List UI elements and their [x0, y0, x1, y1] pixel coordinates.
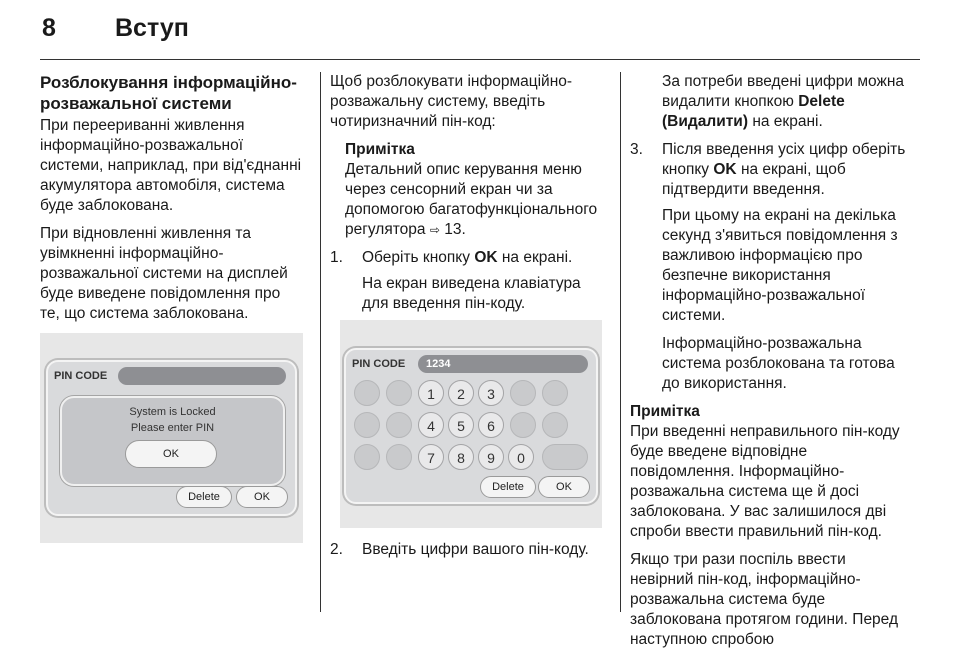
page-header [0, 0, 960, 62]
key-5[interactable]: 5 [448, 412, 474, 438]
keypad-blank-key [354, 380, 380, 406]
display-frame [344, 348, 598, 504]
ok-reference: OK [474, 249, 498, 266]
header-rule [40, 59, 920, 60]
page-ref-arrow-icon: ⇨ [429, 223, 440, 237]
dialog-ok-button[interactable]: OK [125, 440, 217, 468]
keypad-blank-key [510, 380, 536, 406]
page-title: Вступ [115, 14, 189, 42]
key-2[interactable]: 2 [448, 380, 474, 406]
step-text: Введіть цифри вашого пін-коду. [362, 541, 589, 558]
step-text-end: на екрані. [501, 249, 573, 266]
key-6[interactable]: 6 [478, 412, 504, 438]
keypad-screen-image [340, 320, 602, 528]
keypad-blank-key [542, 444, 588, 470]
locked-screen-image [40, 333, 303, 543]
note-paragraph-2: Якщо три рази поспіль ввести невірний пін-код, інформаційно-розважальна система буде заблокована протягом години. Перед наступною спробою [630, 551, 899, 648]
keypad-blank-key [542, 412, 568, 438]
page-ref[interactable]: 13. [444, 221, 466, 238]
column-1 [40, 72, 302, 332]
step-number: 3. [630, 141, 643, 158]
column-divider-1 [320, 72, 321, 612]
keypad-blank-key [386, 412, 412, 438]
delete-button[interactable]: Delete [480, 476, 536, 498]
column-divider-2 [620, 72, 621, 612]
key-8[interactable]: 8 [448, 444, 474, 470]
display-frame [46, 360, 297, 516]
delete-paragraph [630, 72, 910, 132]
step-2 [330, 540, 610, 560]
key-9[interactable]: 9 [478, 444, 504, 470]
keypad-blank-key [354, 444, 380, 470]
step-1-result: На екран виведена клавіатура для введення пін-коду. [362, 275, 581, 312]
paragraph-power-interrupt: При переериванні живлення інформаційно-розважальної системи, наприклад, при від'єднанні акумулятора автомобіля, система буде заблокована. [40, 117, 302, 214]
delete-text-end: на екрані. [752, 113, 823, 130]
step-1 [330, 248, 610, 268]
key-1[interactable]: 1 [418, 380, 444, 406]
keypad-blank-key [386, 380, 412, 406]
ok-button[interactable]: OK [236, 486, 288, 508]
step-text: Оберіть кнопку [362, 249, 470, 266]
enter-pin-message: Please enter PIN [130, 422, 215, 434]
pin-code-label: PIN CODE [54, 370, 108, 382]
keypad-blank-key [386, 444, 412, 470]
ok-reference: OK [713, 161, 737, 178]
delete-text: За потреби введені цифри можна видалити кнопкою [662, 73, 905, 110]
key-4[interactable]: 4 [418, 412, 444, 438]
key-7[interactable]: 7 [418, 444, 444, 470]
note-title: Примітка [630, 403, 700, 420]
delete-reference: Delete (Видалити) [662, 93, 845, 130]
note-block-1 [330, 140, 610, 240]
column-3 [630, 72, 910, 658]
pin-code-label: PIN CODE [352, 358, 406, 370]
keypad-blank-key [354, 412, 380, 438]
locked-dialog [60, 396, 285, 486]
column-2-bottom [330, 540, 610, 566]
ok-button[interactable]: OK [538, 476, 590, 498]
pin-code-field [118, 367, 286, 385]
column-2 [330, 72, 610, 322]
pin-code-field: 1234 [418, 355, 588, 373]
step-number: 1. [330, 249, 343, 266]
keypad-blank-key [542, 380, 568, 406]
key-3[interactable]: 3 [478, 380, 504, 406]
section-heading: Розблокування інформаційно-розважальної системи [40, 73, 297, 113]
step-number: 2. [330, 541, 343, 558]
note-paragraph-1: При введенні неправильного пін-коду буде введене відповідне повідомлення. Інформаційно-розважальна система ще й досі заблокована. У вас залишилося дві спроби ввести правильний пін-код. [630, 423, 900, 540]
locked-message: System is Locked [129, 406, 216, 418]
note-body: Детальний опис керування меню через сенсорний екран чи за допомогою багатофункціонального регулятора [345, 161, 598, 238]
step-3 [630, 140, 910, 200]
paragraph-power-restore: При відновленні живлення та увімкненні інформаційно-розважальної системи на дисплей буде виведене повідомлення про те, що система заблокована. [40, 225, 288, 322]
note-text [345, 160, 610, 240]
key-0[interactable]: 0 [508, 444, 534, 470]
note-title: Примітка [345, 141, 415, 158]
step-text: Після введення усіх цифр оберіть кнопку [662, 141, 906, 178]
page-number: 8 [42, 14, 56, 42]
delete-button[interactable]: Delete [176, 486, 232, 508]
step-text-end: на екрані, щоб підтвердити введення. [662, 161, 846, 198]
step-3-result: Інформаційно-розважальна система розблокована та готова до використання. [662, 335, 895, 392]
step-3-info: При цьому на екрані на декілька секунд з'явиться повідомлення з важливою інформацією про безпечне використання інформаційно-розважальної системи. [662, 207, 898, 324]
keypad-blank-key [510, 412, 536, 438]
intro-paragraph: Щоб розблокувати інформаційно-розважальну систему, введіть чотиризначний пін-код: [330, 73, 573, 130]
